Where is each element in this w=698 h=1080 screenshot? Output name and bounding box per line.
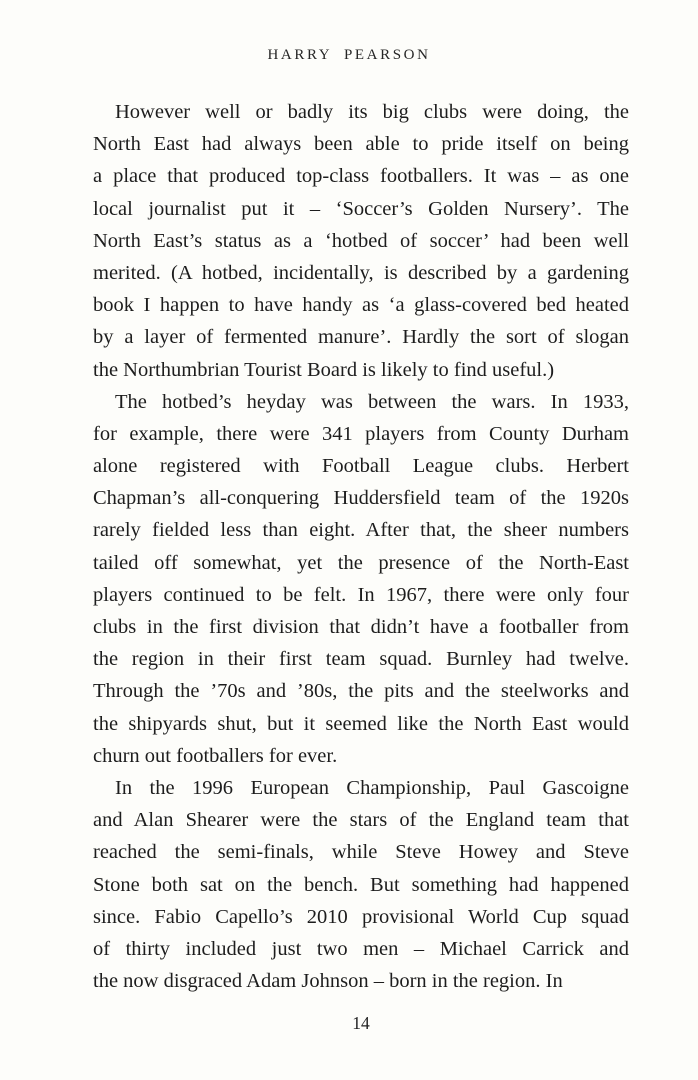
text-line: Chapman’s all-conquering Huddersfield team of the 1920s xyxy=(93,487,629,510)
text-line: the region in their first team squad. Burnley had twelve. xyxy=(93,648,629,671)
text-line: local journalist put it – ‘Soccer’s Golden Nursery’. The xyxy=(93,197,629,220)
text-line: rarely fielded less than eight. After that, the sheer numbers xyxy=(93,519,629,542)
body-text xyxy=(93,96,629,997)
text-line: players continued to be felt. In 1967, there were only four xyxy=(93,583,629,606)
text-line: North East’s status as a ‘hotbed of soccer’ had been well xyxy=(93,229,629,252)
text-line: Stone both sat on the bench. But something had happened xyxy=(93,873,629,896)
text-line: the Northumbrian Tourist Board is likely to find useful.) xyxy=(93,358,555,381)
text-line: tailed off somewhat, yet the presence of the North-East xyxy=(93,551,629,574)
text-line: book I happen to have handy as ‘a glass-covered bed heated xyxy=(93,294,629,317)
text-line: However well or badly its big clubs were doing, the xyxy=(115,101,629,123)
text-line: the now disgraced Adam Johnson – born in the region. In xyxy=(93,970,563,993)
text-line: for example, there were 341 players from County Durham xyxy=(93,422,629,445)
text-line: churn out footballers for ever. xyxy=(93,744,338,767)
text-line: and Alan Shearer were the stars of the England team that xyxy=(93,809,629,832)
text-line: Through the ’70s and ’80s, the pits and the steelworks and xyxy=(93,680,629,703)
text-line: by a layer of fermented manure’. Hardly the sort of slogan xyxy=(93,326,629,349)
page-number: 14 xyxy=(352,1013,370,1033)
text-line: reached the semi-finals, while Steve Howey and Steve xyxy=(93,841,629,864)
text-line: merited. (A hotbed, incidentally, is described by a gardening xyxy=(93,261,629,284)
text-line: In the 1996 European Championship, Paul Gascoigne xyxy=(115,776,629,799)
text-line: of thirty included just two men – Michael Carrick and xyxy=(93,937,629,960)
running-header: HARRY PEARSON xyxy=(267,47,431,63)
text-line: alone registered with Football League clubs. Herbert xyxy=(93,455,629,478)
text-line: clubs in the first division that didn’t have a footballer from xyxy=(93,616,629,638)
text-line: North East had always been able to pride itself on being xyxy=(93,133,629,156)
text-line: the shipyards shut, but it seemed like the North East would xyxy=(93,712,629,735)
text-line: since. Fabio Capello’s 2010 provisional World Cup squad xyxy=(93,905,629,928)
text-line: a place that produced top-class footballers. It was – as one xyxy=(93,165,629,188)
text-line: The hotbed’s heyday was between the wars. In 1933, xyxy=(115,390,629,413)
